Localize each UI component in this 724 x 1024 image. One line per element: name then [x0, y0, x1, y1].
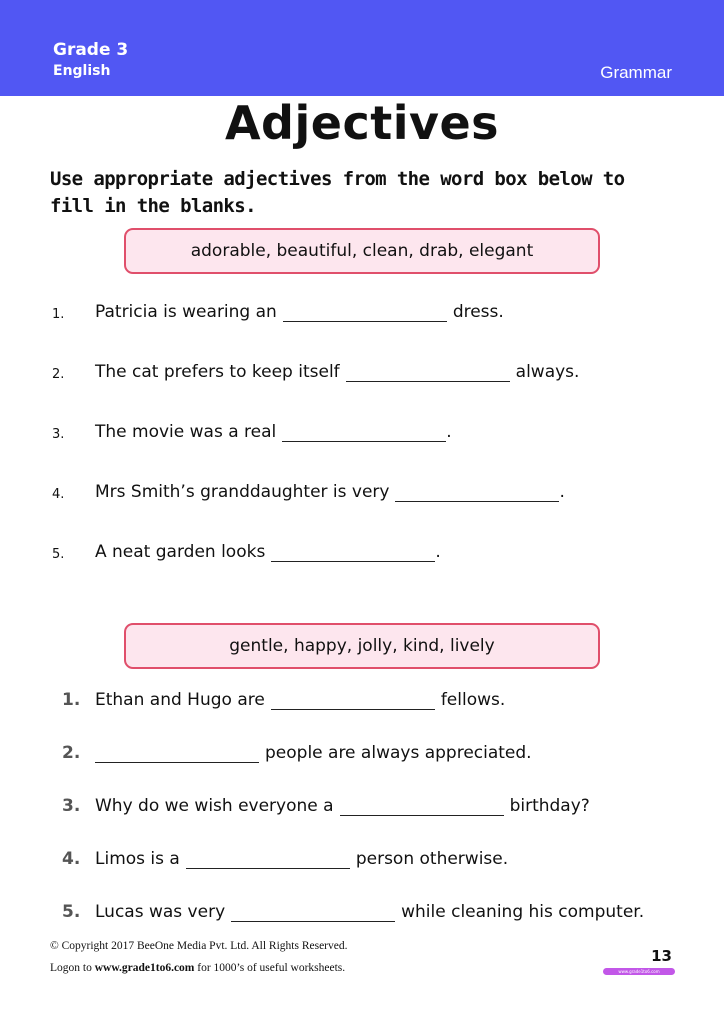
answer-blank[interactable] — [271, 541, 435, 562]
word-box-2: gentle, happy, jolly, kind, lively — [124, 623, 600, 669]
question-text-after: birthday? — [509, 796, 590, 816]
question-text-before: The cat prefers to keep itself — [95, 362, 340, 382]
question-text-after: person otherwise. — [355, 849, 509, 869]
question-text-before: Ethan and Hugo are — [95, 690, 265, 710]
answer-blank[interactable] — [282, 421, 446, 442]
header-bar — [0, 0, 724, 96]
answer-blank[interactable] — [186, 848, 350, 869]
question-text-after: . — [446, 422, 452, 442]
question-text-after: while cleaning his computer. — [401, 902, 645, 922]
question-text-after: always. — [515, 362, 580, 382]
answer-blank[interactable] — [346, 361, 510, 382]
question-number: 5. — [52, 547, 65, 562]
question-number: 4. — [52, 487, 65, 502]
answer-blank[interactable] — [283, 301, 447, 322]
question-text-before: Patricia is wearing an — [95, 302, 277, 322]
question-text-before: Limos is a — [95, 849, 180, 869]
logon-prefix: Logon to — [50, 962, 95, 974]
subject-label: English — [53, 63, 111, 79]
copyright-text: © Copyright 2017 BeeOne Media Pvt. Ltd. All Rights Reserved. — [50, 940, 348, 952]
answer-blank[interactable] — [95, 742, 259, 763]
question-text-before: Mrs Smith’s granddaughter is very — [95, 482, 390, 502]
worksheet-title: Adjectives — [224, 96, 500, 150]
answer-blank[interactable] — [395, 481, 559, 502]
question-number: 5. — [62, 902, 81, 922]
page-number: 13 — [651, 947, 672, 965]
topic-label: Grammar — [600, 63, 672, 82]
logon-text — [50, 962, 345, 974]
answer-blank[interactable] — [340, 795, 504, 816]
grade-label: Grade 3 — [53, 40, 129, 60]
question-text-after: dress. — [452, 302, 504, 322]
question-number: 3. — [52, 427, 65, 442]
instruction-text: Use appropriate adjectives from the word box below to fill in the blanks. — [50, 168, 625, 217]
question-number: 2. — [52, 367, 65, 382]
question-number: 3. — [62, 796, 81, 816]
question-number: 1. — [62, 690, 81, 710]
question-text-before: A neat garden looks — [95, 542, 266, 562]
question-number: 2. — [62, 743, 81, 763]
question-text-after: . — [435, 542, 441, 562]
question-text-after: people are always appreciated. — [265, 743, 532, 763]
question-text-after: . — [559, 482, 565, 502]
question-number: 1. — [52, 307, 65, 322]
word-box-1: adorable, beautiful, clean, drab, elegant — [124, 228, 600, 274]
website-link[interactable]: www.grade1to6.com — [94, 962, 195, 974]
question-text-before: Why do we wish everyone a — [95, 796, 334, 816]
website-pill: www.grade1to6.com — [603, 968, 675, 975]
question-text-before: The movie was a real — [95, 422, 277, 442]
answer-blank[interactable] — [231, 901, 395, 922]
answer-blank[interactable] — [271, 689, 435, 710]
question-text-after: fellows. — [440, 690, 506, 710]
logon-suffix: for 1000’s of useful worksheets. — [194, 962, 346, 974]
question-number: 4. — [62, 849, 81, 869]
question-text-before: Lucas was very — [95, 902, 226, 922]
